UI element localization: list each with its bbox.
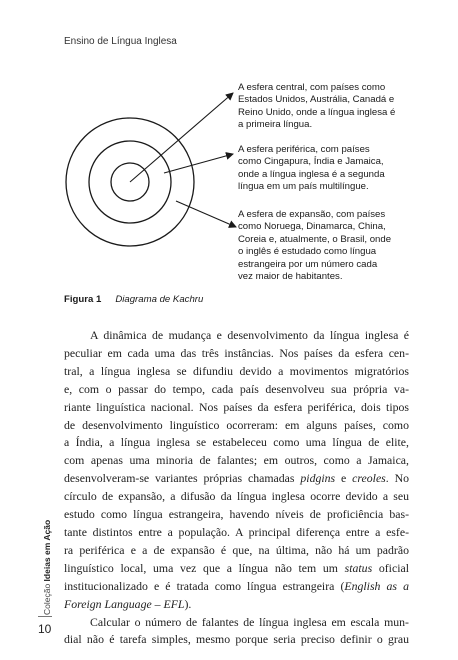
text-run: . No xyxy=(385,471,410,486)
collection-label xyxy=(42,520,52,615)
text-run: institucionalizado e é tratada como língua estrangeira ( xyxy=(64,578,345,593)
paragraph-line xyxy=(64,470,409,488)
paragraph-line xyxy=(64,578,409,596)
paragraph-line xyxy=(64,560,409,578)
callout-line: A esfera de expansão, com países xyxy=(238,209,386,220)
paragraph-line: peculiar em cada uma das três instâncias. Nos países da esfera cen- xyxy=(64,345,409,360)
paragraph-line xyxy=(64,596,409,614)
callout-line: língua em um país multilíngue. xyxy=(238,181,369,193)
paragraph-line: e, com o passar do tempo, cada país desenvolveu sua própria va- xyxy=(64,381,409,396)
text-run: oficial xyxy=(378,560,409,575)
paragraph-line: estudo como língua estrangeira, havendo níveis de proficiência bas- xyxy=(64,507,409,522)
paragraph-line: tante distintos entre a população. A principal diferença entre a esfe- xyxy=(64,524,409,539)
term-foreign-language-efl: Foreign Language – EFL xyxy=(64,596,185,611)
term-english-as-a: English as a xyxy=(344,578,409,593)
arrow-peripheral xyxy=(164,154,233,173)
callout-line: A esfera periférica, com países xyxy=(238,144,370,155)
callout-line: como Cingapura, Índia e Jamaica, xyxy=(238,156,384,168)
collection-title: Ideias em Ação xyxy=(42,519,52,582)
callout-expansion-sphere xyxy=(238,209,438,283)
paragraph-line: A dinâmica de mudança e desenvolvimento da língua inglesa é xyxy=(90,328,409,342)
term-status: status xyxy=(344,560,373,575)
collection-prefix: Coleção xyxy=(42,583,52,615)
text-run: ). xyxy=(184,596,192,611)
margin-rule xyxy=(38,616,52,617)
page-number: 10 xyxy=(38,622,52,636)
callout-line: A esfera central, com países como xyxy=(238,82,386,93)
term-creoles: creoles xyxy=(352,471,386,486)
callout-line: o inglês é estudado como língua xyxy=(238,246,377,258)
text-run: desenvolveram-se variantes próprias chamadas xyxy=(64,471,295,486)
paragraph-line: tral, a língua inglesa se difundiu devido a movimentos migratórios xyxy=(64,363,409,378)
paragraph-line: Calcular o número de falantes de língua inglesa em escala mun- xyxy=(90,614,409,629)
text-run: e xyxy=(341,471,347,486)
kachru-diagram xyxy=(60,75,240,275)
callout-line: vez maior de habitantes. xyxy=(238,271,343,283)
callout-line: a primeira língua. xyxy=(238,119,313,131)
callout-line: Coreia e, atualmente, o Brasil, onde xyxy=(238,233,392,245)
paragraph-line: círculo de expansão, a difusão da língua inglesa ocorre devido a seu xyxy=(64,489,409,504)
paragraph-line: riante linguística nacional. Nos países da esfera periférica, dois tipos xyxy=(64,399,409,414)
paragraph-line: de desenvolvimento linguístico ocorreram: em alguns países, como xyxy=(64,417,409,432)
callout-central-sphere xyxy=(238,82,438,132)
paragraph-line: dial não é tarefa simples, mesmo porque seria preciso definir o grau xyxy=(64,632,409,647)
body-text xyxy=(64,327,409,649)
figure-label: Figura 1 xyxy=(64,294,102,305)
paragraph-line: ra periférica e a de expansão é que, na última, não há um padrão xyxy=(64,542,409,557)
paragraph-line: com apenas uma minoria de falantes; em outros, como a Jamaica, xyxy=(64,453,409,468)
callout-line: como Noruega, Dinamarca, China, xyxy=(238,221,386,233)
running-head: Ensino de Língua Inglesa xyxy=(64,36,177,47)
term-pidgins: pidgins xyxy=(300,471,336,486)
figure-title: Diagrama de Kachru xyxy=(115,294,204,305)
figure-caption xyxy=(64,294,203,305)
text-run: linguístico local, uma vez que a língua não tem um xyxy=(64,560,338,575)
callout-line: Estados Unidos, Austrália, Canadá e xyxy=(238,94,395,106)
paragraph-line: a Índia, a língua inglesa se estabeleceu como uma língua de elite, xyxy=(64,435,409,450)
callout-line: Reino Unido, onde a língua inglesa é xyxy=(238,106,396,118)
callout-line: estrangeira por um número cada xyxy=(238,258,378,270)
callout-line: onde a língua inglesa é a segunda xyxy=(238,168,385,180)
callout-peripheral-sphere xyxy=(238,144,438,194)
